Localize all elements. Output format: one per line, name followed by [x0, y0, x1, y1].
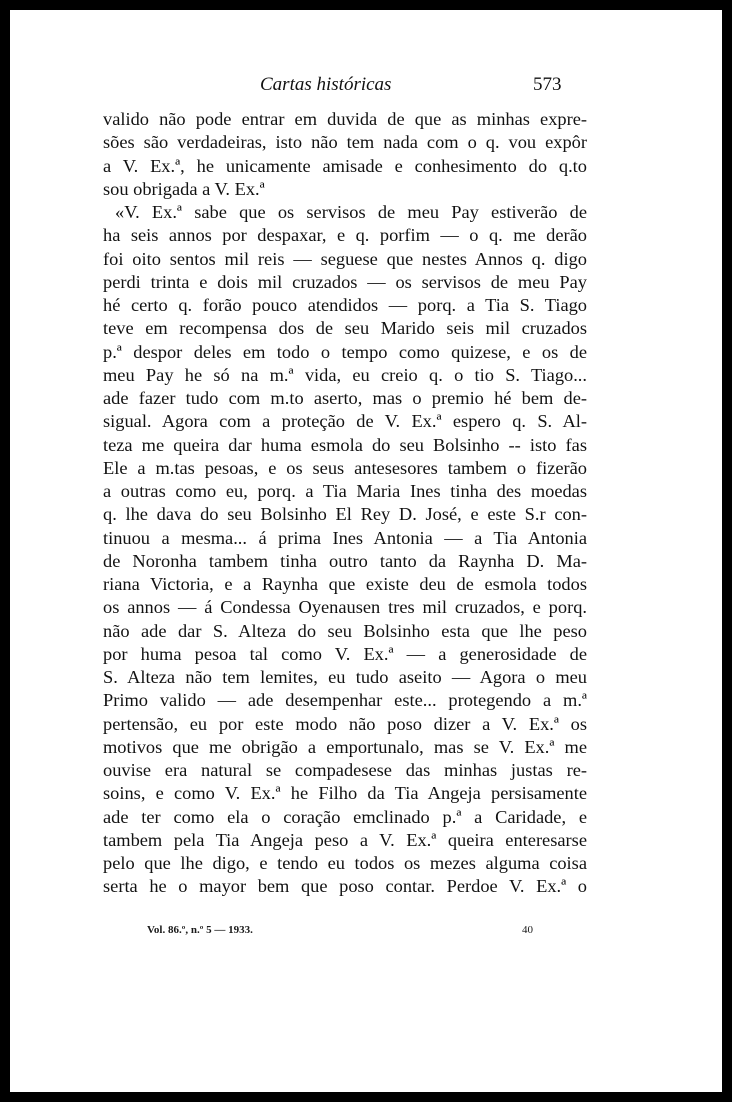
signature-mark: 40	[522, 924, 533, 936]
text-line: por huma pesoa tal como V. Ex.ª — a generosidade de	[103, 643, 587, 664]
text-line: ade ter como ela o coração emclinado p.ª a Caridade, e	[103, 806, 587, 827]
text-line: sou obrigada a V. Ex.ª	[103, 178, 265, 199]
text-line: Ele a m.tas pesoas, e os seus antesesores tambem o fizerão	[103, 457, 587, 478]
volume-imprint: Vol. 86.º, n.º 5 — 1933.	[147, 924, 253, 936]
text-line: riana Victoria, e a Raynha que existe deu de esmola todos	[103, 574, 587, 594]
text-line: teza me queira dar huma esmola do seu Bolsinho -- isto fas	[103, 434, 587, 455]
text-line: S. Alteza não tem lemites, eu tudo aseito — Agora o meu	[103, 667, 587, 687]
text-line: soins, e como V. Ex.ª he Filho da Tia Angeja persisamente	[103, 783, 587, 804]
text-line: não ade dar S. Alteza do seu Bolsinho esta que lhe peso	[103, 620, 587, 641]
text-line: a outras como eu, porq. a Tia Maria Ines tinha des moedas	[103, 481, 587, 501]
text-line: q. lhe dava do seu Bolsinho El Rey D. José, e este S.r con-	[103, 504, 587, 525]
text-line: p.ª despor deles em todo o tempo como quizese, e os de	[103, 341, 587, 362]
text-line: meu Pay he só na m.ª vida, eu creio q. o tio S. Tiago...	[103, 364, 587, 385]
text-line: sões são verdadeiras, isto não tem nada com o q. vou expôr	[103, 132, 587, 153]
text-line: sigual. Agora com a proteção de V. Ex.ª espero q. S. Al-	[103, 411, 587, 432]
text-line: tambem pela Tia Angeja peso a V. Ex.ª queira enteresarse	[103, 829, 587, 850]
text-line: serta he o mayor bem que poso contar. Perdoe V. Ex.ª o	[103, 876, 587, 897]
page-number: 573	[533, 74, 562, 95]
text-line: teve em recompensa dos de seu Marido seis mil cruzados	[103, 318, 587, 339]
text-line: «V. Ex.ª sabe que os servisos de meu Pay estiverão de	[115, 202, 587, 222]
body-text	[103, 108, 587, 899]
document-page	[10, 10, 722, 1092]
text-line: valido não pode entrar em duvida de que as minhas expre-	[103, 109, 587, 129]
text-line: hé certo q. forão pouco atendidos — porq. a Tia S. Tiago	[103, 295, 587, 315]
text-line: ade fazer tudo com m.to aserto, mas o premio hé bem de-	[103, 388, 587, 408]
text-line: tinuou a mesma... á prima Ines Antonia — a Tia Antonia	[103, 527, 587, 548]
text-line: os annos — á Condessa Oyenausen tres mil cruzados, e porq.	[103, 597, 587, 618]
text-line: de Noronha tambem tinha outro tanto da Raynha D. Ma-	[103, 550, 587, 571]
text-line: pelo que lhe digo, e tendo eu todos os mezes alguma coisa	[103, 853, 587, 873]
page-footer	[10, 924, 722, 942]
page-header	[10, 74, 722, 98]
text-line: ouvise era natural se compadesese das minhas justas re-	[103, 760, 587, 780]
text-line: ha seis annos por despaxar, e q. porfim — o q. me derão	[103, 225, 587, 246]
text-line: Primo valido — ade desempenhar este... protegendo a m.ª	[103, 690, 587, 711]
running-title: Cartas históricas	[260, 74, 392, 95]
text-line: foi oito sentos mil reis — seguese que nestes Annos q. digo	[103, 248, 587, 269]
text-line: a V. Ex.ª, he unicamente amisade e conhesimento do q.to	[103, 155, 587, 176]
text-line: perdi trinta e dois mil cruzados — os servisos de meu Pay	[103, 271, 587, 292]
text-line: pertensão, eu por este modo não poso dizer a V. Ex.ª os	[103, 713, 587, 734]
text-line: motivos que me obrigão a emportunalo, mas se V. Ex.ª me	[103, 736, 587, 757]
